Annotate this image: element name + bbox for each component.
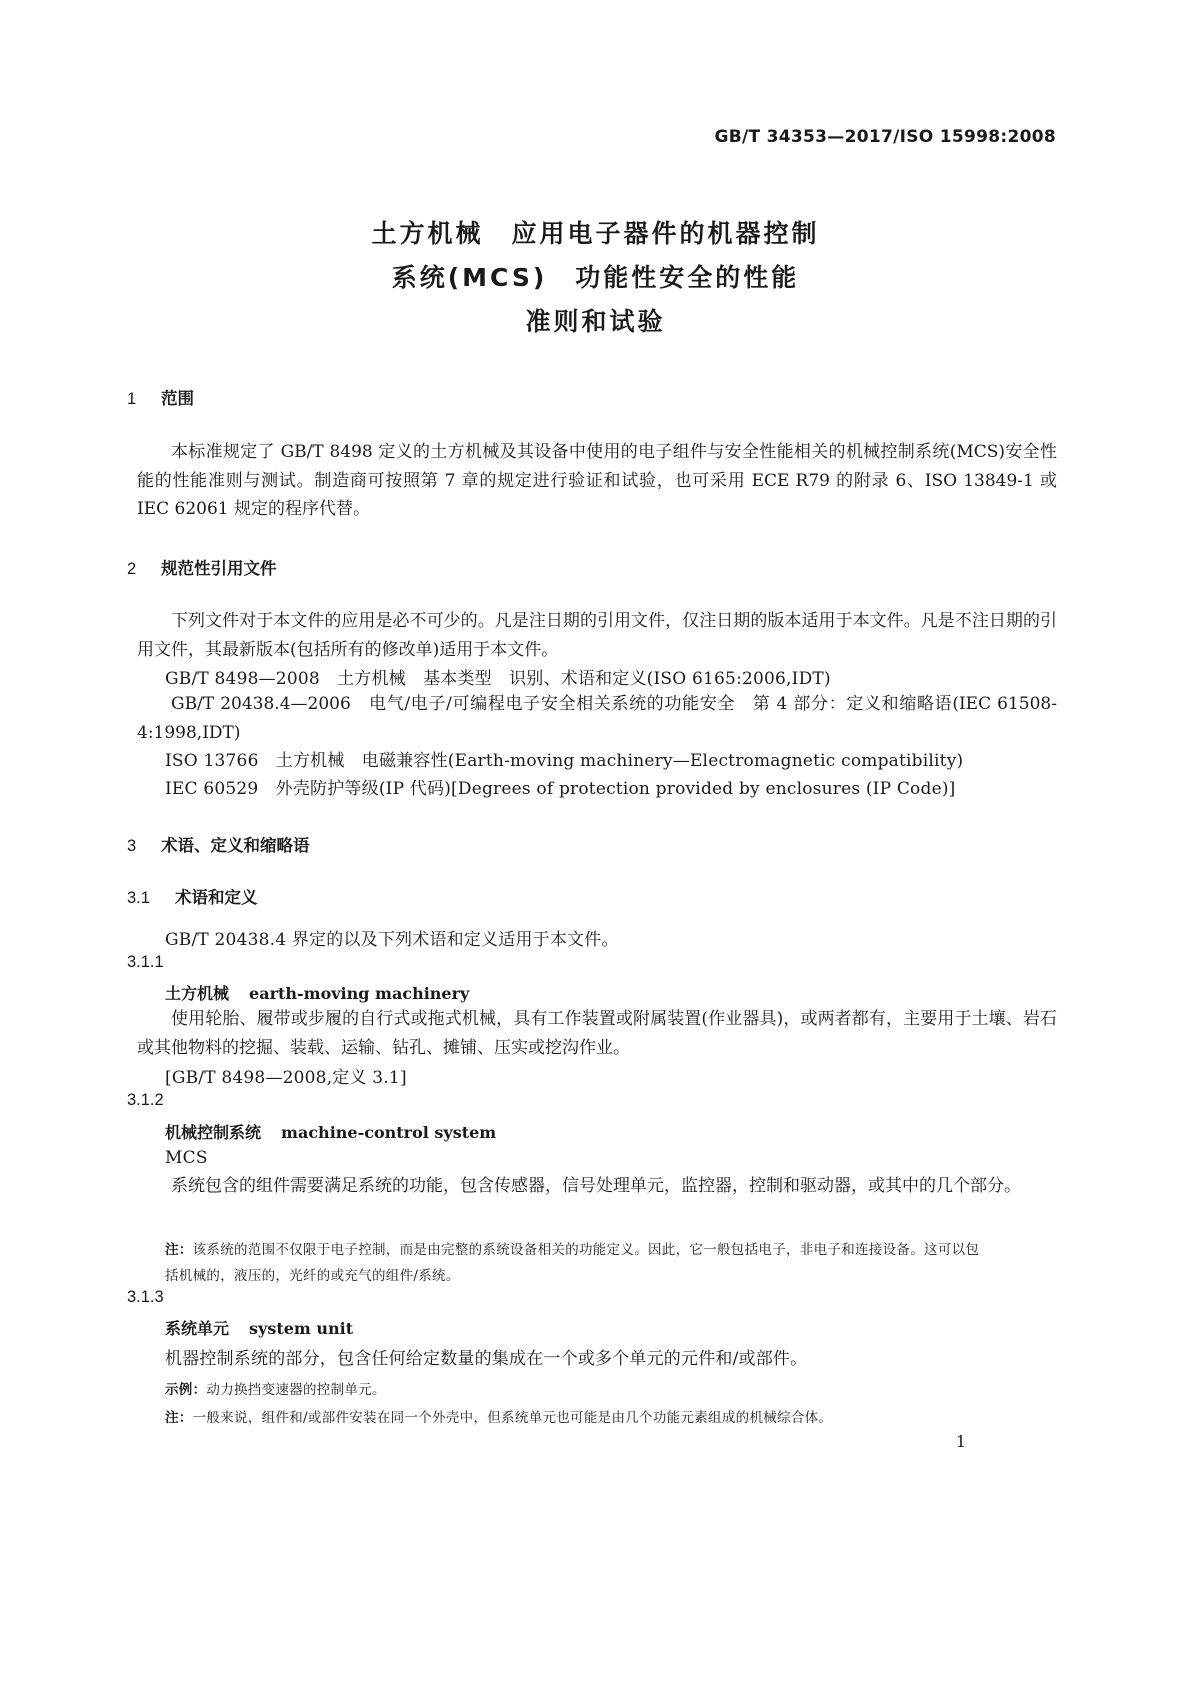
note-label: 注：: [165, 1410, 193, 1426]
term-abbreviation: MCS: [165, 1148, 208, 1168]
title-line-1: 土方机械 应用电子器件的机器控制: [371, 219, 820, 248]
section-3-heading: [127, 832, 310, 856]
example-label: 示例：: [165, 1382, 207, 1398]
term-definition: 系统包含的组件需要满足系统的功能，包含传感器，信号处理单元，监控器，控制和驱动器，或其中的几个部分。: [171, 1176, 1021, 1196]
note-text: 该系统的范围不仅限于电子控制，而是由完整的系统设备相关的功能定义。因此，它一般包括电子，非电子和连接设备。这可以包括机械的，液压的，光纤的或充气的组件/系统。: [165, 1242, 980, 1284]
term-en: system unit: [249, 1319, 354, 1338]
term-source: [GB/T 8498—2008,定义 3.1]: [165, 1068, 407, 1088]
term-heading: [165, 1120, 496, 1143]
term-en: machine-control system: [281, 1123, 497, 1142]
section-number: 3: [127, 837, 137, 855]
term-cn: 机械控制系统: [165, 1123, 262, 1142]
standard-code: GB/T 34353—2017/ISO 15998:2008: [714, 127, 1056, 147]
example-text: 动力换挡变速器的控制单元。: [206, 1382, 386, 1398]
section-title: 规范性引用文件: [161, 559, 277, 578]
reference-item: ISO 13766 土方机械 电磁兼容性(Earth-moving machinery—Electromagnetic compatibility): [165, 751, 964, 771]
note-text: 一般来说，组件和/或部件安装在同一个外壳中，但系统单元也可能是由几个功能元素组成的机械综合体。: [192, 1410, 833, 1426]
section-title: 范围: [161, 389, 194, 408]
section-2-heading: [127, 555, 277, 579]
reference-item: GB/T 20438.4—2006 电气/电子/可编程电子安全相关系统的功能安全 第 4 部分：定义和缩略语(IEC 61508-4:1998,IDT): [137, 694, 1057, 743]
section-title: 术语、定义和缩略语: [161, 836, 310, 855]
section-number: 2: [127, 560, 137, 578]
terms-intro: GB/T 20438.4 界定的以及下列术语和定义适用于本文件。: [165, 930, 619, 950]
subsection-title: 术语和定义: [175, 888, 258, 907]
term-example: [165, 1378, 386, 1398]
term-number: 3.1.3: [127, 1288, 164, 1306]
term-heading: [165, 981, 469, 1004]
section-number: 1: [127, 390, 137, 408]
section-1-heading: [127, 385, 194, 409]
term-number: 3.1.1: [127, 953, 164, 971]
scope-paragraph: 本标准规定了 GB/T 8498 定义的土方机械及其设备中使用的电子组件与安全性能相关的机械控制系统(MCS)安全性能的性能准则与测试。制造商可按照第 7 章的规定进行验证和试验，也可采用 ECE R79 的附录 6、ISO 13849-1 或 IEC 62061 规定的程序代替。: [137, 442, 1057, 519]
term-heading: [165, 1316, 353, 1339]
term-number: 3.1.2: [127, 1091, 164, 1109]
page-number: 1: [955, 1432, 966, 1451]
title-line-3: 准则和试验: [525, 307, 666, 336]
term-cn: 土方机械: [165, 984, 230, 1003]
term-note: [165, 1237, 985, 1289]
subsection-3-1-heading: [127, 884, 258, 908]
term-definition: 机器控制系统的部分，包含任何给定数量的集成在一个或多个单元的元件和/或部件。: [165, 1349, 808, 1369]
reference-item: IEC 60529 外壳防护等级(IP 代码)[Degrees of protection provided by enclosures (IP Code)]: [165, 779, 956, 799]
reference-item: GB/T 8498—2008 土方机械 基本类型 识别、术语和定义(ISO 6165:2006,IDT): [165, 669, 831, 689]
title-line-2: 系统(MCS) 功能性安全的性能: [391, 263, 800, 292]
note-label: 注：: [165, 1242, 193, 1258]
subsection-number: 3.1: [127, 889, 150, 907]
normative-intro: 下列文件对于本文件的应用是必不可少的。凡是注日期的引用文件，仅注日期的版本适用于本文件。凡是不注日期的引用文件，其最新版本(包括所有的修改单)适用于本文件。: [137, 611, 1057, 660]
term-en: earth-moving machinery: [249, 984, 470, 1003]
term-definition: 使用轮胎、履带或步履的自行式或拖式机械，具有工作装置或附属装置(作业器具)，或两者都有，主要用于土壤、岩石或其他物料的挖掘、装载、运输、钻孔、摊铺、压实或挖沟作业。: [137, 1009, 1057, 1058]
term-note: [165, 1406, 832, 1426]
term-cn: 系统单元: [165, 1319, 230, 1338]
